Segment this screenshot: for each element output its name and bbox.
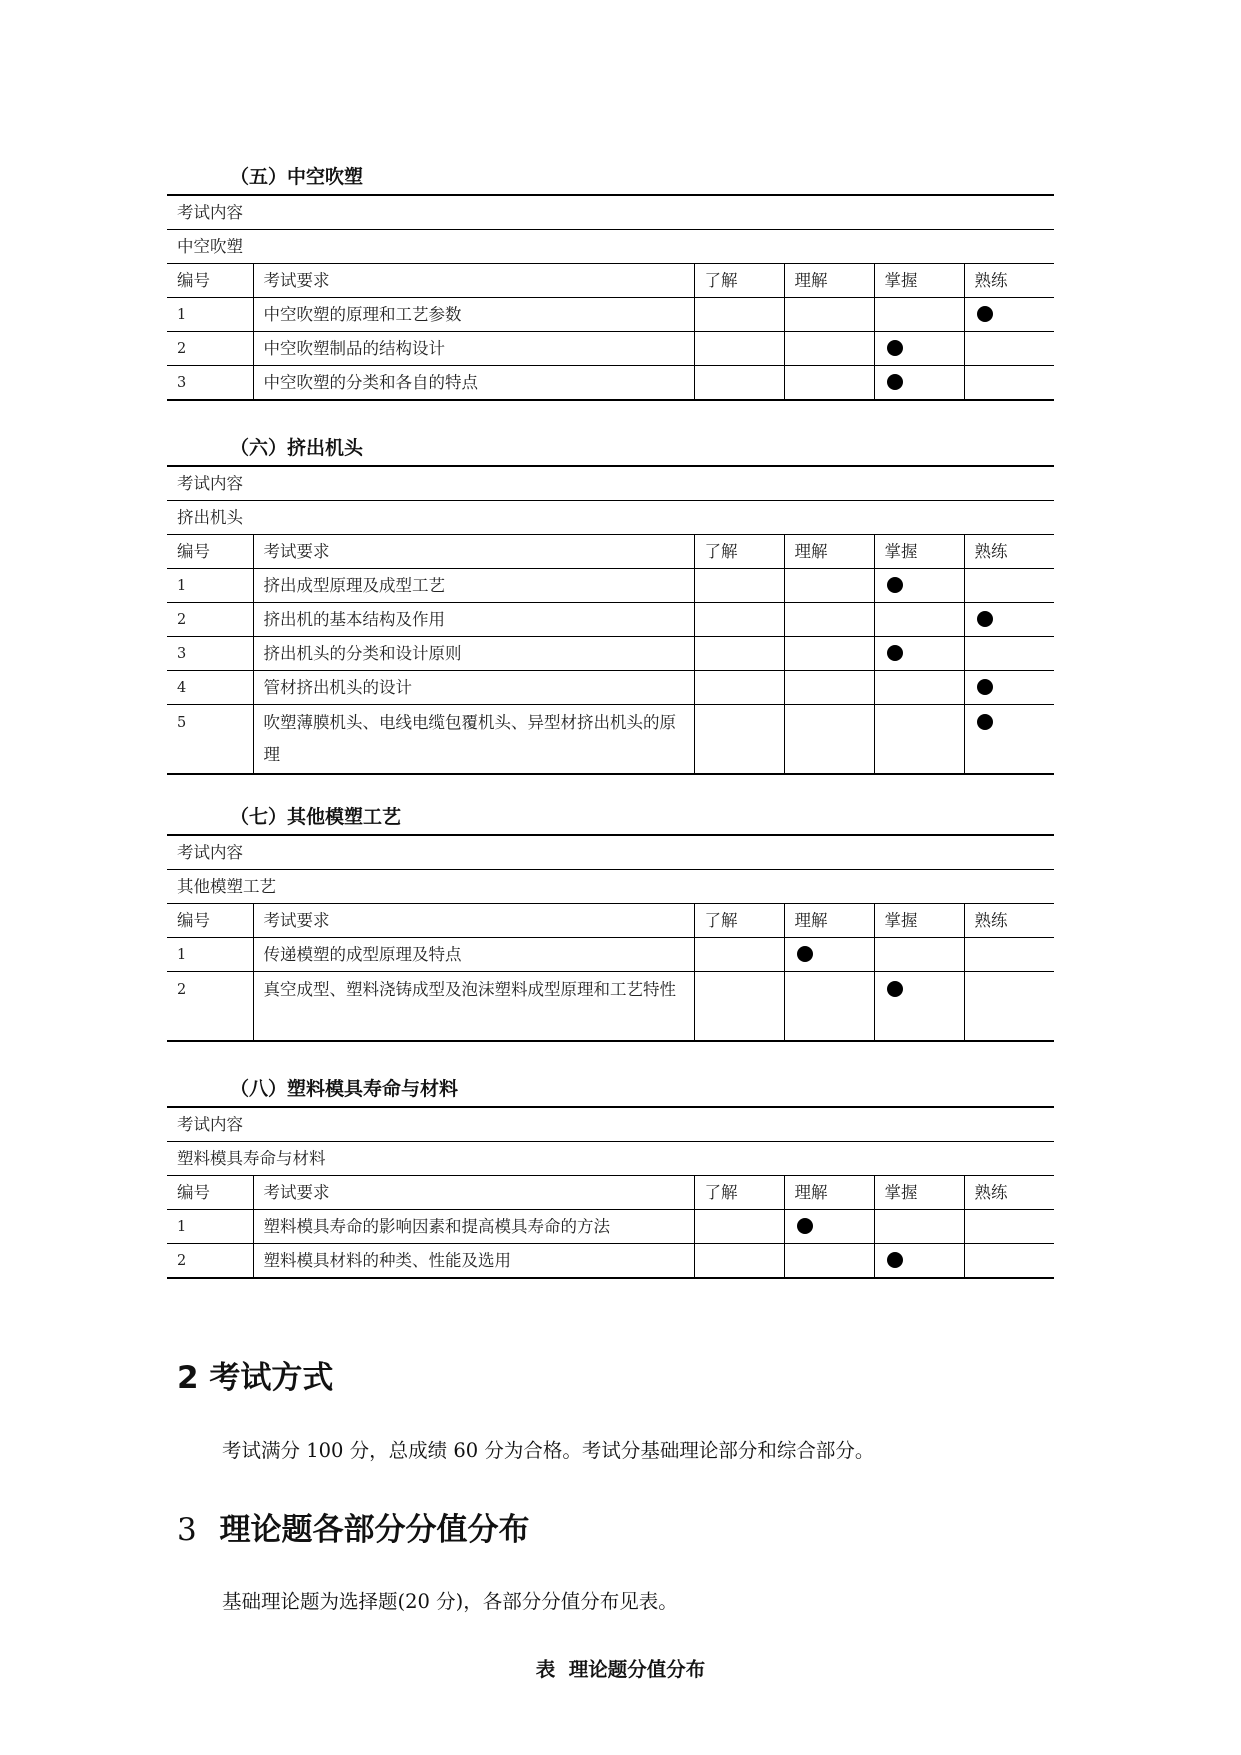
content-value: 中空吹塑 (167, 230, 1054, 264)
table-row (167, 1142, 1054, 1176)
level-cell (964, 603, 1054, 637)
table-row (167, 195, 1054, 230)
level-cell (784, 603, 874, 637)
level-cell (784, 569, 874, 603)
level-dot-icon (887, 340, 903, 356)
heading-text: 考试方式 (209, 1360, 334, 1396)
level-cell (964, 332, 1054, 366)
header-no: 编号 (167, 1176, 253, 1210)
heading-number: 3 (177, 1512, 197, 1548)
level-cell (784, 938, 874, 972)
table-row (167, 366, 1054, 401)
row-requirement: 中空吹塑制品的结构设计 (253, 332, 694, 366)
row-number: 1 (167, 938, 253, 972)
header-level-3: 掌握 (874, 264, 964, 298)
level-cell (784, 298, 874, 332)
row-requirement: 中空吹塑的原理和工艺参数 (253, 298, 694, 332)
table-row (167, 1210, 1054, 1244)
level-dot-icon (887, 1252, 903, 1268)
requirements-table-6 (167, 465, 1054, 775)
level-cell (874, 637, 964, 671)
level-dot-icon (977, 306, 993, 322)
table-row (167, 1107, 1054, 1142)
level-cell (874, 366, 964, 401)
row-number: 4 (167, 671, 253, 705)
level-dot-icon (977, 714, 993, 730)
level-cell (784, 332, 874, 366)
header-level-3: 掌握 (874, 904, 964, 938)
heading-text: 理论题各部分分值分布 (219, 1512, 530, 1548)
level-cell (874, 938, 964, 972)
table-header-row (167, 535, 1054, 569)
level-cell (964, 671, 1054, 705)
row-requirement: 挤出机头的分类和设计原则 (253, 637, 694, 671)
table-row (167, 501, 1054, 535)
level-cell (874, 603, 964, 637)
header-level-4: 熟练 (964, 264, 1054, 298)
header-level-1: 了解 (694, 264, 784, 298)
level-cell (964, 298, 1054, 332)
row-number: 3 (167, 366, 253, 401)
level-cell (964, 938, 1054, 972)
level-dot-icon (887, 374, 903, 390)
row-number: 1 (167, 569, 253, 603)
table-row (167, 230, 1054, 264)
content-label: 考试内容 (167, 466, 1054, 501)
level-cell (964, 1210, 1054, 1244)
row-number: 2 (167, 972, 253, 1042)
row-number: 2 (167, 332, 253, 366)
header-req: 考试要求 (253, 904, 694, 938)
paragraph-exam-method: 考试满分 100 分，总成绩 60 分为合格。考试分基础理论部分和综合部分。 (222, 1439, 875, 1462)
section-title-6: （六）挤出机头 (230, 437, 364, 459)
row-requirement: 挤出机的基本结构及作用 (253, 603, 694, 637)
header-no: 编号 (167, 264, 253, 298)
header-level-4: 熟练 (964, 535, 1054, 569)
level-cell (784, 671, 874, 705)
header-level-3: 掌握 (874, 1176, 964, 1210)
level-cell (964, 1244, 1054, 1279)
level-cell (784, 1210, 874, 1244)
table-row (167, 938, 1054, 972)
requirements-table-8 (167, 1106, 1054, 1279)
header-level-4: 熟练 (964, 904, 1054, 938)
level-cell (964, 637, 1054, 671)
content-value: 塑料模具寿命与材料 (167, 1142, 1054, 1176)
table-caption: 表 理论题分值分布 (535, 1658, 706, 1681)
header-level-4: 熟练 (964, 1176, 1054, 1210)
level-cell (694, 938, 784, 972)
row-number: 1 (167, 1210, 253, 1244)
level-cell (964, 972, 1054, 1042)
level-dot-icon (887, 981, 903, 997)
header-req: 考试要求 (253, 264, 694, 298)
table-row (167, 332, 1054, 366)
table-row (167, 603, 1054, 637)
level-cell (874, 332, 964, 366)
header-level-2: 理解 (784, 904, 874, 938)
row-number: 2 (167, 603, 253, 637)
table-row (167, 671, 1054, 705)
level-dot-icon (887, 645, 903, 661)
level-cell (694, 298, 784, 332)
header-level-2: 理解 (784, 264, 874, 298)
heading-number: 2 (177, 1360, 199, 1396)
level-cell (694, 332, 784, 366)
level-dot-icon (797, 946, 813, 962)
section-title-7: （七）其他模塑工艺 (230, 806, 402, 828)
level-cell (694, 671, 784, 705)
level-cell (694, 972, 784, 1042)
row-requirement: 塑料模具寿命的影响因素和提高模具寿命的方法 (253, 1210, 694, 1244)
header-level-1: 了解 (694, 1176, 784, 1210)
content-label: 考试内容 (167, 835, 1054, 870)
row-requirement: 挤出成型原理及成型工艺 (253, 569, 694, 603)
header-level-1: 了解 (694, 535, 784, 569)
level-cell (874, 1210, 964, 1244)
table-header-row (167, 1176, 1054, 1210)
level-dot-icon (977, 611, 993, 627)
level-cell (694, 705, 784, 775)
level-cell (694, 1210, 784, 1244)
level-cell (694, 366, 784, 401)
content-label: 考试内容 (167, 1107, 1054, 1142)
row-requirement: 塑料模具材料的种类、性能及选用 (253, 1244, 694, 1279)
level-cell (874, 569, 964, 603)
row-number: 3 (167, 637, 253, 671)
level-cell (964, 366, 1054, 401)
header-req: 考试要求 (253, 535, 694, 569)
table-row (167, 705, 1054, 775)
table-row (167, 1244, 1054, 1279)
content-value: 其他模塑工艺 (167, 870, 1054, 904)
level-cell (874, 298, 964, 332)
row-requirement: 吹塑薄膜机头、电线电缆包覆机头、异型材挤出机头的原理 (253, 705, 694, 775)
table-row (167, 972, 1054, 1042)
header-no: 编号 (167, 904, 253, 938)
table-row (167, 870, 1054, 904)
row-requirement: 中空吹塑的分类和各自的特点 (253, 366, 694, 401)
row-number: 1 (167, 298, 253, 332)
table-row (167, 298, 1054, 332)
level-cell (784, 705, 874, 775)
table-header-row (167, 904, 1054, 938)
header-req: 考试要求 (253, 1176, 694, 1210)
level-dot-icon (797, 1218, 813, 1234)
table-header-row (167, 264, 1054, 298)
row-number: 2 (167, 1244, 253, 1279)
paragraph-score-distribution: 基础理论题为选择题(20 分)，各部分分值分布见表。 (222, 1590, 678, 1613)
section-title-8: （八）塑料模具寿命与材料 (230, 1078, 459, 1100)
level-cell (784, 366, 874, 401)
heading-exam-method (177, 1358, 333, 1398)
level-cell (694, 603, 784, 637)
level-cell (874, 1244, 964, 1279)
row-requirement: 管材挤出机头的设计 (253, 671, 694, 705)
level-cell (694, 569, 784, 603)
row-requirement: 传递模塑的成型原理及特点 (253, 938, 694, 972)
level-cell (964, 569, 1054, 603)
header-level-2: 理解 (784, 1176, 874, 1210)
content-label: 考试内容 (167, 195, 1054, 230)
level-cell (874, 671, 964, 705)
table-row (167, 466, 1054, 501)
header-no: 编号 (167, 535, 253, 569)
table-row (167, 569, 1054, 603)
level-dot-icon (977, 679, 993, 695)
section-title-5: （五）中空吹塑 (230, 166, 364, 188)
heading-score-distribution (177, 1510, 530, 1550)
level-cell (874, 705, 964, 775)
level-cell (784, 1244, 874, 1279)
content-value: 挤出机头 (167, 501, 1054, 535)
requirements-table-5 (167, 194, 1054, 401)
level-dot-icon (887, 577, 903, 593)
level-cell (694, 637, 784, 671)
table-row (167, 835, 1054, 870)
requirements-table-7 (167, 834, 1054, 1042)
row-requirement: 真空成型、塑料浇铸成型及泡沫塑料成型原理和工艺特性 (253, 972, 694, 1042)
header-level-1: 了解 (694, 904, 784, 938)
level-cell (784, 972, 874, 1042)
level-cell (874, 972, 964, 1042)
table-row (167, 637, 1054, 671)
level-cell (964, 705, 1054, 775)
row-number: 5 (167, 705, 253, 775)
level-cell (694, 1244, 784, 1279)
header-level-3: 掌握 (874, 535, 964, 569)
header-level-2: 理解 (784, 535, 874, 569)
level-cell (784, 637, 874, 671)
